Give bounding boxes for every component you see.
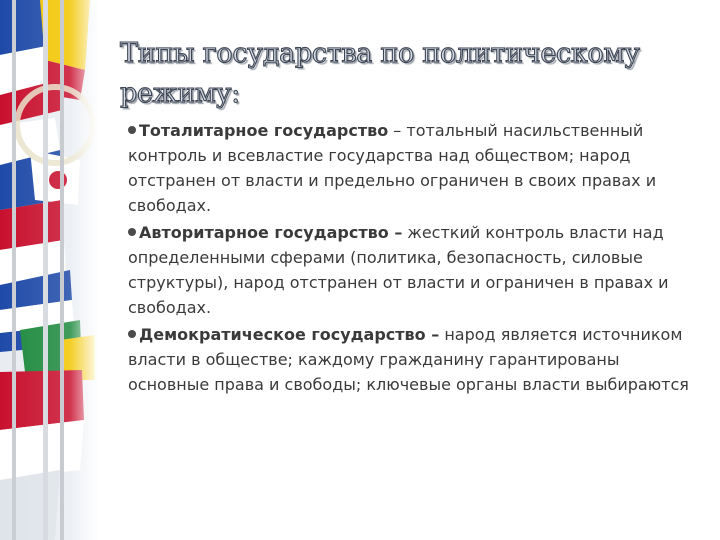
list-item-democratic [128, 322, 702, 397]
term-description: – тотальный насильственный контроль и всевластие государства над обществом; народ отстранен от власти и предельно ограничен в своих правах и свободах. [128, 121, 657, 215]
term-description: жесткий контроль власти над определенными сферами (политика, безопасность, силовые структуры), народ отстранен от власти и ограничен в правах и свободах. [128, 223, 669, 317]
term-description: народ является источником власти в обществе; каждому гражданину гарантированы основные права и свободы; ключевые органы власти выбираются [128, 325, 689, 394]
flags-decoration-image [0, 0, 100, 540]
bullet-icon [128, 126, 136, 134]
list-item-authoritarian [128, 220, 702, 320]
term-label: Авторитарное государство – [139, 223, 403, 242]
term-label: Тоталитарное государство [139, 121, 389, 140]
bullet-icon [128, 330, 136, 338]
slide-title: Типы государства по политическому режиму: [120, 38, 640, 109]
bullet-list [128, 118, 702, 399]
bullet-icon [128, 228, 136, 236]
list-item-totalitarian [128, 118, 702, 218]
term-label: Демократическое государство – [139, 325, 440, 344]
